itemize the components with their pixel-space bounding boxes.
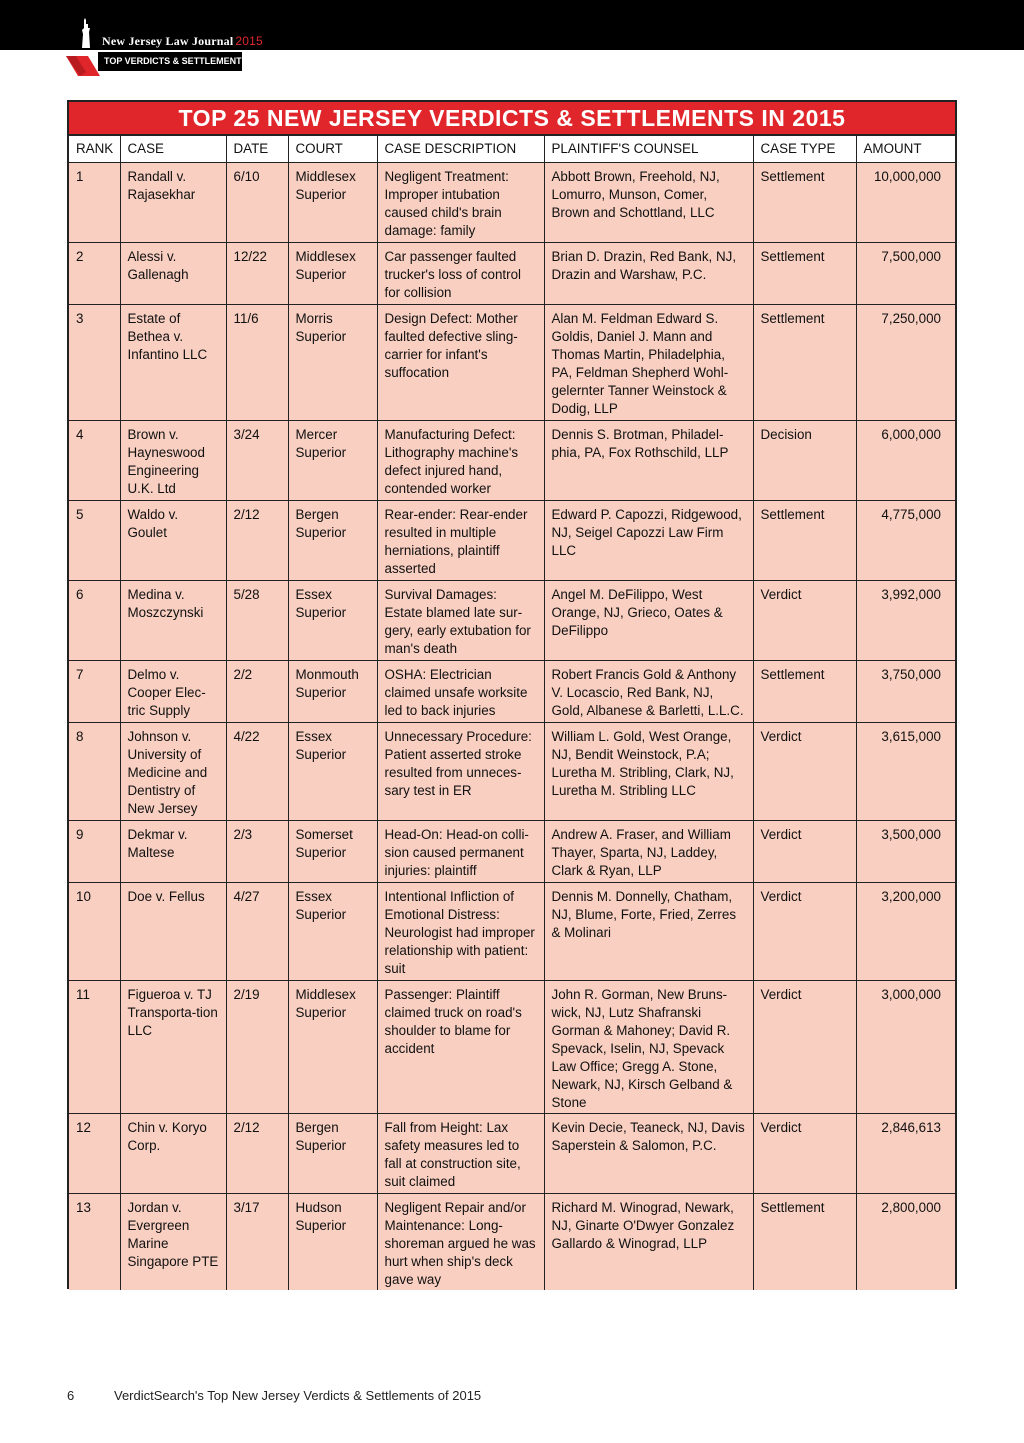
table-row xyxy=(69,820,955,882)
case-type-cell: Settlement xyxy=(753,162,856,242)
amount-cell: 2,846,613 xyxy=(856,1113,955,1193)
date-cell: 2/3 xyxy=(226,820,288,882)
amount-cell: 3,500,000 xyxy=(856,820,955,882)
table-title: TOP 25 NEW JERSEY VERDICTS & SETTLEMENTS IN 2015 xyxy=(69,102,955,136)
amount-cell: 6,000,000 xyxy=(856,420,955,500)
counsel-cell: Andrew A. Fraser, and William Thayer, Sparta, NJ, Laddey, Clark & Ryan, LLP xyxy=(544,820,753,882)
header-row xyxy=(69,136,955,162)
date-cell: 5/28 xyxy=(226,580,288,660)
description-cell: Car passenger faulted trucker's loss of control for collision xyxy=(377,242,544,304)
verdicts-table xyxy=(67,100,957,1289)
counsel-cell: Kevin Decie, Teaneck, NJ, Davis Saperstein & Salomon, P.C. xyxy=(544,1113,753,1193)
case-cell: Waldo v. Goulet xyxy=(120,500,226,580)
case-cell: Delmo v. Cooper Elec-tric Supply xyxy=(120,660,226,722)
rank-cell: 9 xyxy=(69,820,120,882)
counsel-cell: Dennis M. Donnelly, Chatham, NJ, Blume, Forte, Fried, Zerres & Molinari xyxy=(544,882,753,980)
description-cell: Negligent Treatment: Improper intubation caused child's brain damage: family xyxy=(377,162,544,242)
journal-logo xyxy=(102,34,263,49)
counsel-cell: Abbott Brown, Freehold, NJ, Lomurro, Munson, Comer, Brown and Schottland, LLC xyxy=(544,162,753,242)
description-cell: Unnecessary Procedure: Patient asserted stroke resulted from unneces-sary test in ER xyxy=(377,722,544,820)
column-header-court: COURT xyxy=(288,136,377,162)
court-cell: Bergen Superior xyxy=(288,500,377,580)
column-header-counsel: PLAINTIFF'S COUNSEL xyxy=(544,136,753,162)
court-cell: Hudson Superior xyxy=(288,1193,377,1290)
date-cell: 2/12 xyxy=(226,1113,288,1193)
table-row xyxy=(69,500,955,580)
rank-cell: 3 xyxy=(69,304,120,420)
amount-cell: 10,000,000 xyxy=(856,162,955,242)
table-body xyxy=(69,162,955,1290)
counsel-cell: Richard M. Winograd, Newark, NJ, Ginarte O'Dwyer Gonzalez Gallardo & Winograd, LLP xyxy=(544,1193,753,1290)
rank-cell: 7 xyxy=(69,660,120,722)
court-cell: Essex Superior xyxy=(288,882,377,980)
table-row xyxy=(69,1193,955,1290)
description-cell: Design Defect: Mother faulted defective sling-carrier for infant's suffocation xyxy=(377,304,544,420)
amount-cell: 7,500,000 xyxy=(856,242,955,304)
court-cell: Middlesex Superior xyxy=(288,162,377,242)
description-cell: Manufacturing Defect: Lithography machine's defect injured hand, contended worker xyxy=(377,420,544,500)
amount-cell: 3,750,000 xyxy=(856,660,955,722)
case-cell: Randall v. Rajasekhar xyxy=(120,162,226,242)
journal-year: 2015 xyxy=(235,34,263,48)
rank-cell: 11 xyxy=(69,980,120,1113)
date-cell: 2/19 xyxy=(226,980,288,1113)
case-type-cell: Settlement xyxy=(753,242,856,304)
case-type-cell: Settlement xyxy=(753,304,856,420)
case-type-cell: Verdict xyxy=(753,580,856,660)
case-cell: Jordan v. Evergreen Marine Singapore PTE xyxy=(120,1193,226,1290)
counsel-cell: John R. Gorman, New Bruns-wick, NJ, Lutz Shafranski Gorman & Mahoney; David R. Spevack, Iselin, NJ, Spevack Law Office; Gregg A. Stone, Newark, NJ, Kirsch Gelband & Stone xyxy=(544,980,753,1113)
rank-cell: 1 xyxy=(69,162,120,242)
case-cell: Brown v. Hayneswood Engineering U.K. Ltd xyxy=(120,420,226,500)
case-type-cell: Settlement xyxy=(753,500,856,580)
amount-cell: 4,775,000 xyxy=(856,500,955,580)
court-cell: Monmouth Superior xyxy=(288,660,377,722)
column-header-case: CASE xyxy=(120,136,226,162)
rank-cell: 5 xyxy=(69,500,120,580)
description-cell: Intentional Infliction of Emotional Distress: Neurologist had improper relationship with patient: suit xyxy=(377,882,544,980)
rank-cell: 13 xyxy=(69,1193,120,1290)
description-cell: Fall from Height: Lax safety measures led to fall at construction site, suit claimed xyxy=(377,1113,544,1193)
case-type-cell: Verdict xyxy=(753,722,856,820)
table-row xyxy=(69,980,955,1113)
case-type-cell: Decision xyxy=(753,420,856,500)
table-row xyxy=(69,162,955,242)
case-type-cell: Verdict xyxy=(753,1113,856,1193)
rank-cell: 6 xyxy=(69,580,120,660)
case-type-cell: Settlement xyxy=(753,1193,856,1290)
counsel-cell: Robert Francis Gold & Anthony V. Locascio, Red Bank, NJ, Gold, Albanese & Barletti, L.L.C. xyxy=(544,660,753,722)
date-cell: 3/24 xyxy=(226,420,288,500)
case-type-cell: Settlement xyxy=(753,660,856,722)
description-cell: Survival Damages: Estate blamed late sur-gery, early extubation for man's death xyxy=(377,580,544,660)
rank-cell: 4 xyxy=(69,420,120,500)
case-type-cell: Verdict xyxy=(753,882,856,980)
amount-cell: 2,800,000 xyxy=(856,1193,955,1290)
court-cell: Bergen Superior xyxy=(288,1113,377,1193)
date-cell: 2/12 xyxy=(226,500,288,580)
description-cell: Negligent Repair and/or Maintenance: Long-shoreman argued he was hurt when ship's deck gave way xyxy=(377,1193,544,1290)
column-header-description: CASE DESCRIPTION xyxy=(377,136,544,162)
case-cell: Chin v. Koryo Corp. xyxy=(120,1113,226,1193)
journal-name: New Jersey Law Journal xyxy=(102,34,234,48)
column-header-date: DATE xyxy=(226,136,288,162)
amount-cell: 3,200,000 xyxy=(856,882,955,980)
date-cell: 2/2 xyxy=(226,660,288,722)
case-cell: Medina v. Moszczynski xyxy=(120,580,226,660)
court-cell: Middlesex Superior xyxy=(288,242,377,304)
table-row xyxy=(69,242,955,304)
table-row xyxy=(69,882,955,980)
description-cell: Passenger: Plaintiff claimed truck on road's shoulder to blame for accident xyxy=(377,980,544,1113)
case-type-cell: Verdict xyxy=(753,980,856,1113)
court-cell: Essex Superior xyxy=(288,722,377,820)
table-row xyxy=(69,580,955,660)
rank-cell: 10 xyxy=(69,882,120,980)
verdicts-grid xyxy=(69,136,955,1290)
amount-cell: 3,992,000 xyxy=(856,580,955,660)
counsel-cell: Brian D. Drazin, Red Bank, NJ, Drazin and Warshaw, P.C. xyxy=(544,242,753,304)
table-row xyxy=(69,1113,955,1193)
counsel-cell: Angel M. DeFilippo, West Orange, NJ, Grieco, Oates & DeFilippo xyxy=(544,580,753,660)
column-header-case-type: CASE TYPE xyxy=(753,136,856,162)
court-cell: Essex Superior xyxy=(288,580,377,660)
column-header-amount: AMOUNT xyxy=(856,136,955,162)
case-cell: Doe v. Fellus xyxy=(120,882,226,980)
court-cell: Somerset Superior xyxy=(288,820,377,882)
court-cell: Middlesex Superior xyxy=(288,980,377,1113)
date-cell: 6/10 xyxy=(226,162,288,242)
description-cell: Head-On: Head-on colli-sion caused permanent injuries: plaintiff xyxy=(377,820,544,882)
footer-text: VerdictSearch's Top New Jersey Verdicts & Settlements of 2015 xyxy=(114,1388,482,1403)
counsel-cell: Alan M. Feldman Edward S. Goldis, Daniel J. Mann and Thomas Martin, Philadelphia, PA, Feldman Shepherd Wohl-gelernter Tanner Weinstock & Dodig, LLP xyxy=(544,304,753,420)
date-cell: 11/6 xyxy=(226,304,288,420)
rank-cell: 8 xyxy=(69,722,120,820)
description-cell: Rear-ender: Rear-ender resulted in multiple herniations, plaintiff asserted xyxy=(377,500,544,580)
amount-cell: 3,000,000 xyxy=(856,980,955,1113)
table-row xyxy=(69,304,955,420)
counsel-cell: Dennis S. Brotman, Philadel-phia, PA, Fox Rothschild, LLP xyxy=(544,420,753,500)
counsel-cell: Edward P. Capozzi, Ridgewood, NJ, Seigel Capozzi Law Firm LLC xyxy=(544,500,753,580)
case-type-cell: Verdict xyxy=(753,820,856,882)
description-cell: OSHA: Electrician claimed unsafe worksite led to back injuries xyxy=(377,660,544,722)
case-cell: Johnson v. University of Medicine and Dentistry of New Jersey xyxy=(120,722,226,820)
header-bar xyxy=(0,0,1024,50)
page-number: 6 xyxy=(67,1388,75,1403)
date-cell: 4/22 xyxy=(226,722,288,820)
court-cell: Morris Superior xyxy=(288,304,377,420)
counsel-cell: William L. Gold, West Orange, NJ, Bendit Weinstock, P.A; Luretha M. Stribling, Clark, NJ, Luretha M. Stribling LLC xyxy=(544,722,753,820)
table-row xyxy=(69,420,955,500)
amount-cell: 7,250,000 xyxy=(856,304,955,420)
amount-cell: 3,615,000 xyxy=(856,722,955,820)
statue-of-liberty-icon xyxy=(80,18,94,50)
case-cell: Alessi v. Gallenagh xyxy=(120,242,226,304)
page-footer xyxy=(67,1388,481,1403)
column-header-rank: RANK xyxy=(69,136,120,162)
case-cell: Figueroa v. TJ Transporta-tion LLC xyxy=(120,980,226,1113)
rank-cell: 2 xyxy=(69,242,120,304)
section-tag: TOP VERDICTS & SETTLEMENTS NJ xyxy=(98,52,242,71)
case-cell: Estate of Bethea v. Infantino LLC xyxy=(120,304,226,420)
table-row xyxy=(69,722,955,820)
date-cell: 12/22 xyxy=(226,242,288,304)
table-row xyxy=(69,660,955,722)
case-cell: Dekmar v. Maltese xyxy=(120,820,226,882)
date-cell: 4/27 xyxy=(226,882,288,980)
court-cell: Mercer Superior xyxy=(288,420,377,500)
rank-cell: 12 xyxy=(69,1113,120,1193)
date-cell: 3/17 xyxy=(226,1193,288,1290)
